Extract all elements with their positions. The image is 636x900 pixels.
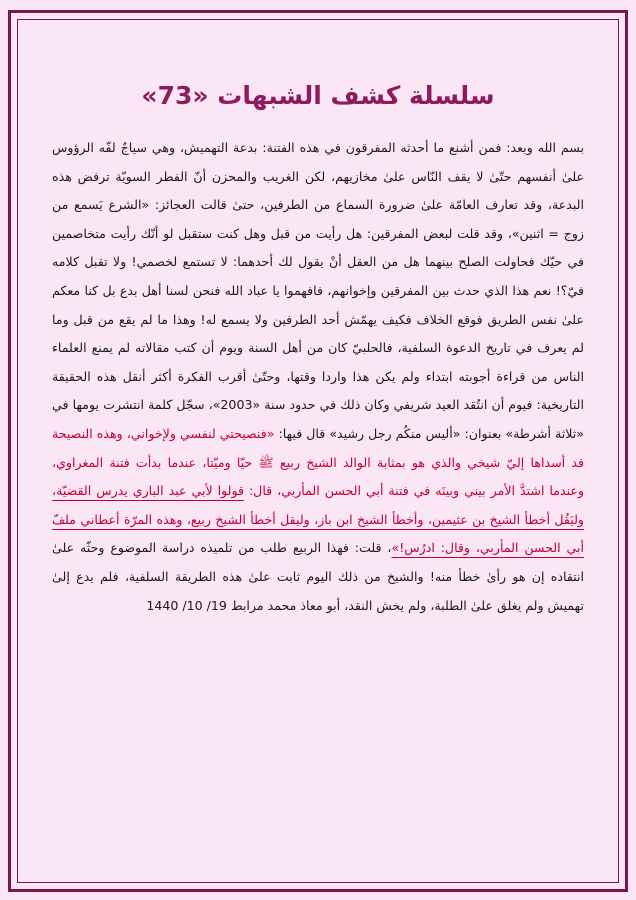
quoted-advice-underlined: قولوا لأبي عبد الباري يدرس القضيّة، وليَقُل أخطأ الشيخ بن عثيمين، وأخطأ الشيخ ابن باز، وليقل أخطأ الشيخ ربيع، وهذه المرّة أعطاني ملفّ أبي الحسن المأربي، وقال: ادرُس!» — [52, 483, 584, 556]
article-conclusion: ، قلت: فهذا الربيع طلب من تلميذه دراسة الموضوع وحثّه علىٰ انتقاده إن هو رأىٰ خطأ منه! والشيخ من ذلك اليوم ثابت علىٰ هذه الطريقة السلفية، فلم يدع إلىٰ تهميش ولم يغلق علىٰ الطلبة، ولم يخش النقد، أبو معاذ محمد مرابط 19/ 10/ 1440 — [52, 540, 584, 613]
page-title: سلسلة كشف الشبهات «73» — [141, 81, 495, 110]
quoted-advice: «فنصيحتي لنفسي ولإخواني، وهذه النصيحة قد أسداها إليّ شيخي والذي هو بمثابة الوالد الشيخ ربيع ﷺ حيّا وميّتا، عندما بدأت فتنة المغراوي، وعندما اشتدَّ الأمر بيني وبينَه في فتنة أبي الحسن المأربي، قال: — [52, 425, 584, 499]
article-intro: بسم الله وبعد: فمن أشنع ما أحدثه المفرقون في هذه الفتنة: بدعة التهميش، وهي سياجٌ لفّه الرؤوس علىٰ أنفسهم حتّىٰ لا يقف النّاس علىٰ مخازيهم، لكن الغريب والمحزن أنّ الفطر السويّة ترفض هذه البدعة، وقد تعارف العامّة علىٰ ضرورة السماع من الطرفين، حتىٰ قالت العجائز: «الشرع يَسمع من زوج = اثنين»، وقد قلت لبعض المفرقين: هل رأيت من قبل وهل كنت ستقبل لو أنّك رأيت متخاصمين في حيّك فحاولت الصلح بينهما هل من العقل أنْ يقول لك أحدهما: لا تستمع لخصمي! ولا تقبل كلامه فيّ؟! نعم هذا الذي حدث بين المفرقين وإخوانهم، فافهموا يا عباد الله فنحن لسنا أهل بدع بل كنا معكم علىٰ نفس الطريق فوقع الخلاف فكيف يهمّش أحد الطرفين ولا يسمع له! وهذا ما لم يقع من قبل وما لم يعرف في تاريخ الدعوة السلفية، فالحلبيّ كان من أهل السنة ويوم أن كتب مقالاته لم يمنع العلماء الناس من قراءة أجوبته ابتداء ولم يكن هذا واردا وقتها، وحتّىٰ أقرب الفكرة أكثر أنقل هذه الحقيقة التاريخية: فيوم أن انتُقد العيد شريفي وكان ذلك في حدود سنة «2003»، سجّل كلمة انتشرت يومها في «ثلاثة أشرطة» بعنوان: «أليس منكُم رجل رشيد» قال فيها: — [52, 140, 584, 441]
article-body — [52, 134, 584, 620]
